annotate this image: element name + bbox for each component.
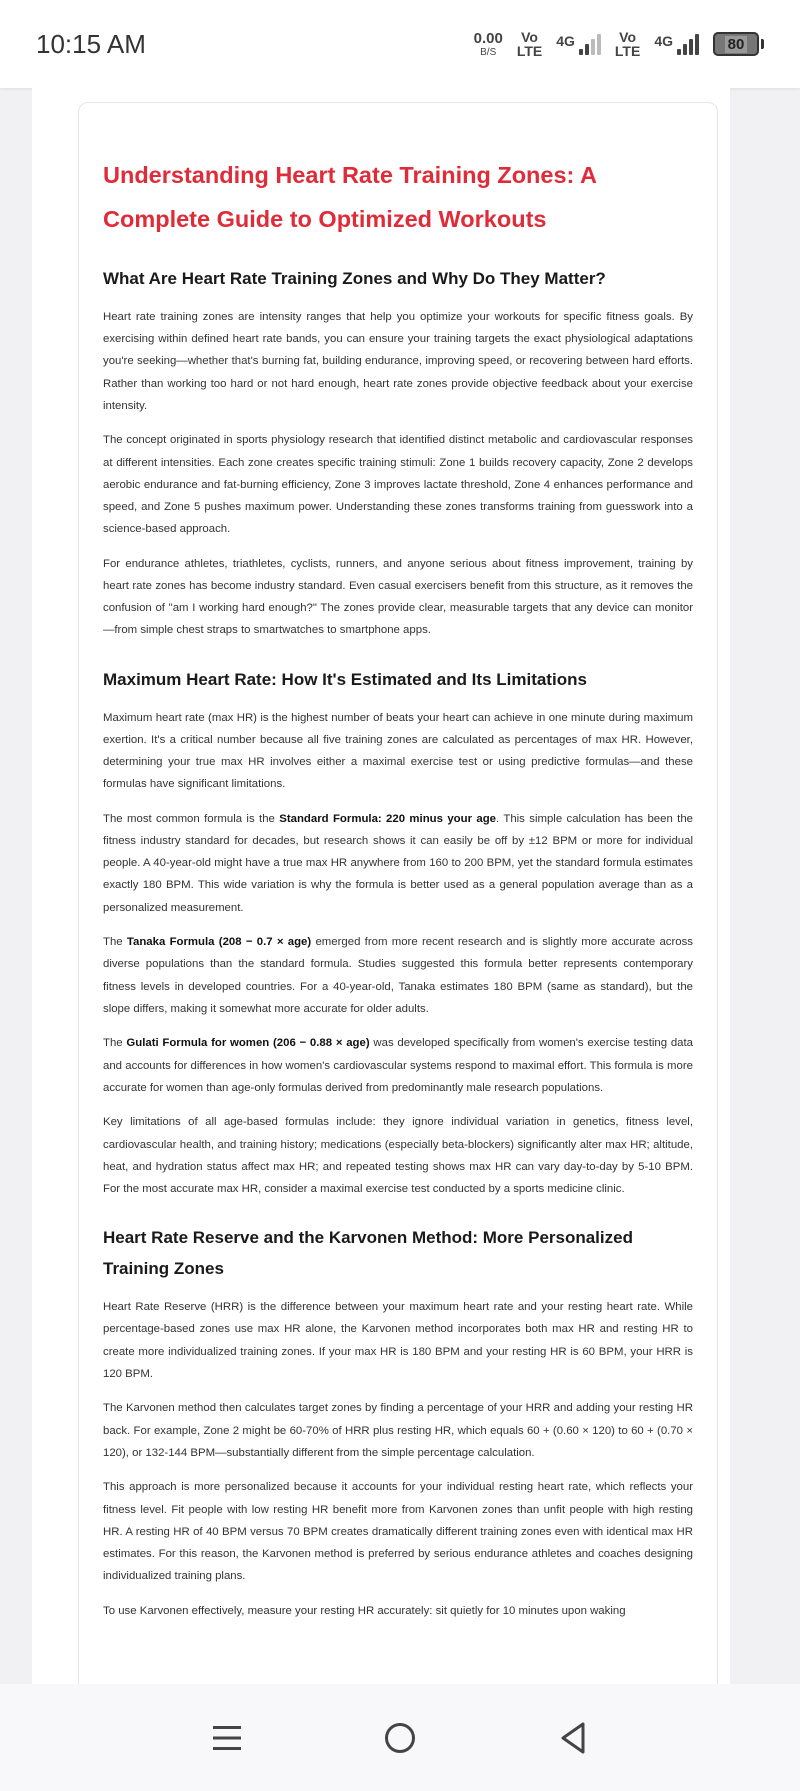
sim2-volte-indicator	[615, 30, 640, 58]
section-max-heart-rate	[103, 664, 693, 1201]
sim1-volte-top: Vo	[521, 29, 538, 45]
status-bar	[0, 0, 800, 88]
paragraph: For endurance athletes, triathletes, cyclists, runners, and anyone serious about fitness improvement, training by heart rate zones has become industry standard. Even casual exercisers benefit from this structure, as it removes the confusion of "am I working hard enough?" The zones provide clear, measurable targets that any device can monitor—from simple chest straps to smartwatches to smartphone apps.	[103, 557, 693, 637]
paragraph: The Gulati Formula for women (206 − 0.88 × age) was developed specifically from women's exercise testing data and accounts for differences in how women's cardiovascular systems respond to maximal effort. This formula is more accurate for women than age-only formulas derived from predominantly male research populations.	[103, 1037, 693, 1094]
status-icons	[474, 30, 764, 58]
formula-name: Gulati Formula for women (206 − 0.88 × age)	[126, 1037, 370, 1050]
sim2-signal-icon	[654, 33, 699, 55]
network-speed-value: 0.00	[473, 29, 503, 47]
menu-button[interactable]	[197, 1708, 257, 1768]
status-time: 10:15 AM	[36, 28, 146, 59]
paragraph: The Karvonen method then calculates target zones by finding a percentage of your HRR and adding your resting HR back. For example, Zone 2 might be 60-70% of HRR plus resting HR, which equals 60 + (0.60 × 120) to 60 + (0.70 × 120), or 132-144 BPM—substantially different from the simple percentage calculation.	[103, 1402, 693, 1459]
paragraph: Maximum heart rate (max HR) is the highest number of beats your heart can achieve in one minute during maximum exertion. It's a critical number because all five training zones are calculated as percentages of max HR. However, determining your true max HR involves either a maximal exercise test or using predictive formulas—and these formulas have significant limitations.	[103, 711, 693, 791]
section-heading: Heart Rate Reserve and the Karvonen Method: More Personalized Training Zones	[103, 1228, 633, 1279]
sim1-volte-bottom: LTE	[516, 43, 543, 59]
paragraph: The concept originated in sports physiology research that identified distinct metabolic and cardiovascular responses at different intensities. Each zone creates specific training stimuli: Zone 1 builds recovery capacity, Zone 2 develops aerobic endurance and fat-burning efficiency, Zone 3 improves lactate threshold, Zone 4 enhances performance and speed, and Zone 5 pushes maximum power. Understanding these zones transforms training from guesswork into a science-based approach.	[103, 434, 693, 536]
section-karvonen	[103, 1222, 693, 1622]
home-circle-icon	[383, 1721, 417, 1755]
formula-name: Standard Formula: 220 minus your age	[279, 812, 497, 825]
sim2-volte-top: Vo	[619, 29, 637, 45]
back-button[interactable]	[543, 1708, 603, 1768]
network-speed	[474, 31, 503, 58]
article-title: Understanding Heart Rate Training Zones: A Complete Guide to Optimized Workouts	[103, 162, 597, 232]
sim1-network-type: 4G	[556, 33, 575, 49]
system-navigation-bar	[0, 1684, 800, 1791]
paragraph: The Tanaka Formula (208 − 0.7 × age) emerged from more recent research and is slightly more accurate across diverse populations than the standard formula. Studies suggested this formula better represents contemporary fitness levels in developed countries. For a 40-year-old, Tanaka estimates 180 BPM (same as standard), but the slope differs, making it somewhat more accurate for older adults.	[103, 936, 694, 1015]
battery-icon	[713, 32, 764, 56]
sim2-network-type: 4G	[654, 33, 673, 49]
paragraph: Key limitations of all age-based formulas include: they ignore individual variation in genetics, fitness level, cardiovascular health, and training history; medications (especially beta-blockers) significantly alter max HR; altitude, heat, and hydration status affect max HR; and repeated testing shows max HR can vary day-to-day by 5-10 BPM. For the most accurate max HR, consider a maximal exercise test conducted by a sports medicine clinic.	[103, 1116, 693, 1196]
paragraph: Heart Rate Reserve (HRR) is the difference between your maximum heart rate and your resting heart rate. While percentage-based zones use max HR alone, the Karvonen method incorporates both max HR and resting HR to create more individualized training zones. If your max HR is 180 BPM and your resting HR is 60 BPM, your HRR is 120 BPM.	[103, 1301, 693, 1380]
section-heading: Maximum Heart Rate: How It's Estimated and Its Limitations	[103, 669, 587, 689]
paragraph: Heart rate training zones are intensity ranges that help you optimize your workouts for specific fitness goals. By exercising within defined heart rate bands, you can ensure your training targets the exact physiological adaptations you're seeking—whether that's burning fat, building endurance, improving speed, or recovering between hard efforts. Rather than working too hard or not hard enough, heart rate zones provide objective feedback about your exercise intensity.	[103, 311, 693, 412]
article-card	[78, 102, 718, 1702]
back-triangle-icon	[558, 1720, 588, 1756]
paragraph: To use Karvonen effectively, measure your resting HR accurately: sit quietly for 10 minutes upon waking	[103, 1604, 626, 1617]
network-speed-unit: B/S	[480, 46, 497, 58]
menu-icon	[211, 1723, 243, 1753]
sim1-volte-indicator	[517, 30, 542, 58]
sim2-volte-bottom: LTE	[614, 43, 641, 59]
formula-name: Tanaka Formula (208 − 0.7 × age)	[126, 936, 312, 949]
home-button[interactable]	[370, 1708, 430, 1768]
section-heading: What Are Heart Rate Training Zones and Why Do They Matter?	[103, 269, 606, 288]
battery-level: 80	[725, 36, 748, 53]
section-training-zones	[103, 263, 693, 642]
paragraph: This approach is more personalized because it accounts for your individual resting heart rate, which reflects your fitness level. Fit people with low resting HR benefit more from Karvonen zones than unfit people with high resting HR. A resting HR of 40 BPM versus 70 BPM creates dramatically different training zones even with identical max HR estimates. For this reason, the Karvonen method is preferred by serious endurance athletes and coaches designing individualized training plans.	[103, 1481, 693, 1583]
sim1-signal-icon	[556, 33, 601, 55]
paragraph: The most common formula is the Standard Formula: 220 minus your age. This simple calculation has been the fitness industry standard for decades, but research shows it can easily be off by ±12 BPM or more for individual people. A 40-year-old might have a true max HR anywhere from 160 to 200 BPM, yet the standard formula estimates exactly 180 BPM. This wide variation is why the formula is better used as a general population average than as a personalized measurement.	[103, 812, 693, 914]
